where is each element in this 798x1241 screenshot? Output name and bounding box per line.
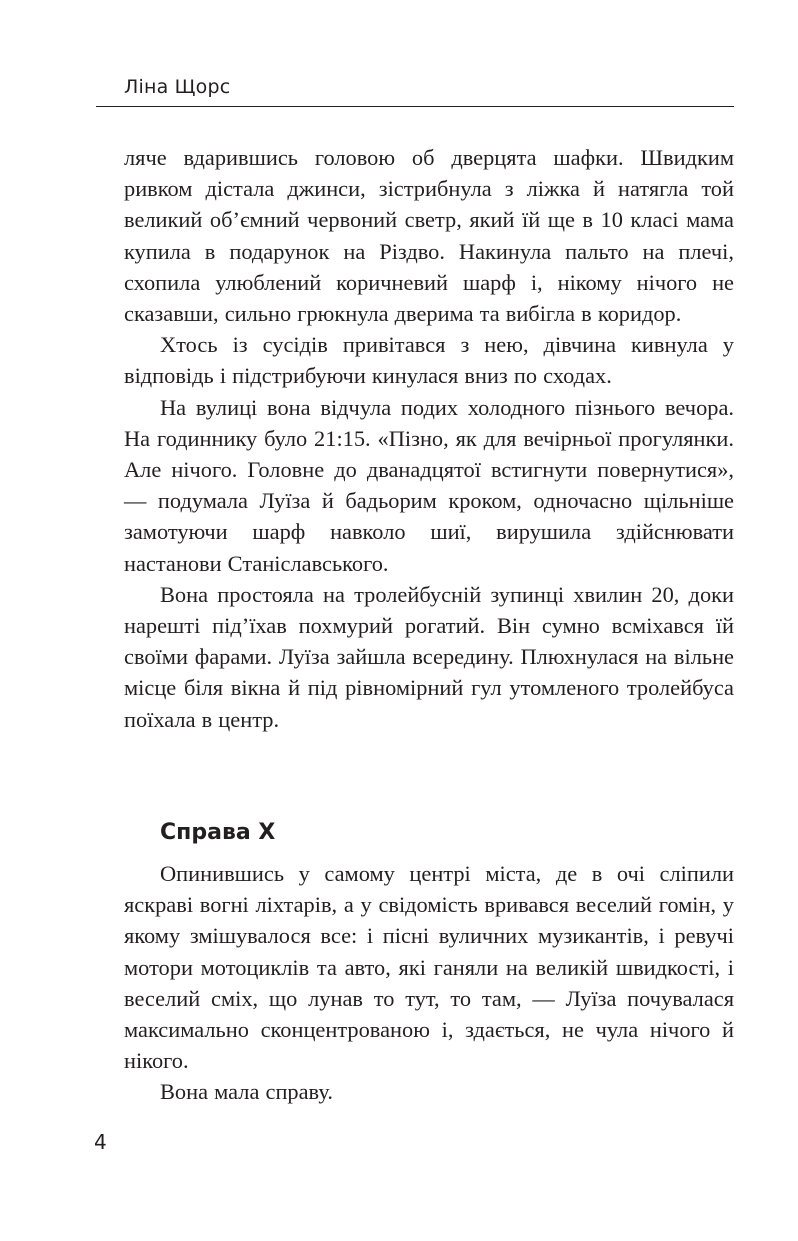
paragraph-3: На вулиці вона відчула подих холодного пізнього вечора. На годиннику було 21:15. «Пізно, як для вечірньої прогулянки. Але нічого. Головне до дванадцятої встигнути повернутися», — подумала Луїза й бадьорим кроком, одночасно щільніше замотуючи шарф навколо шиї, вирушила здійснювати настанови Станіславського.: [124, 394, 734, 576]
header-divider: [96, 106, 734, 107]
page-number: 4: [94, 1130, 107, 1154]
paragraph-2: Хтось із сусідів привітався з нею, дівчина кивнула у відповідь і підстрибуючи кинулася вниз по сходах.: [124, 332, 734, 389]
body-text-section-1: [124, 142, 734, 735]
paragraph-1: ляче вдарившись головою об дверцята шафки. Швидким ривком дістала джинси, зістрибнула з ліжка й натягла той великий об’ємний червоний светр, який їй ще в 10 класі мама купила в подарунок на Різдво. Накинула пальто на плечі, схопила улюблений коричневий шарф і, нікому нічого не сказавши, сильно грюкнула дверима та вибігла в коридор.: [124, 145, 734, 327]
section-heading: Справа Х: [160, 820, 276, 845]
running-header-author: Ліна Щорс: [124, 76, 231, 98]
paragraph-6: Вона мала справу.: [160, 1079, 333, 1105]
paragraph-4: Вона простояла на тролейбусній зупинці хвилин 20, доки нарешті під’їхав похмурий рогатий. Він сумно всміхався їй своїми фарами. Луїза зайшла всередину. Плюхнулася на вільне місце біля вікна й під рівномірний гул утомленого тролейбуса поїхала в центр.: [124, 581, 734, 732]
body-text-section-2: [124, 858, 734, 1108]
paragraph-5: Опинившись у самому центрі міста, де в очі сліпили яскраві вогні ліхтарів, а у свідомість вривався веселий гомін, у якому змішувалося все: і пісні вуличних музикантів, і ревучі мотори мотоциклів та авто, які ганяли на великій швидкості, і веселий сміх, що лунав то тут, то там, — Луїза почувалася максимально сконцентрованою і, здається, не чула нічого й нікого.: [124, 861, 734, 1074]
